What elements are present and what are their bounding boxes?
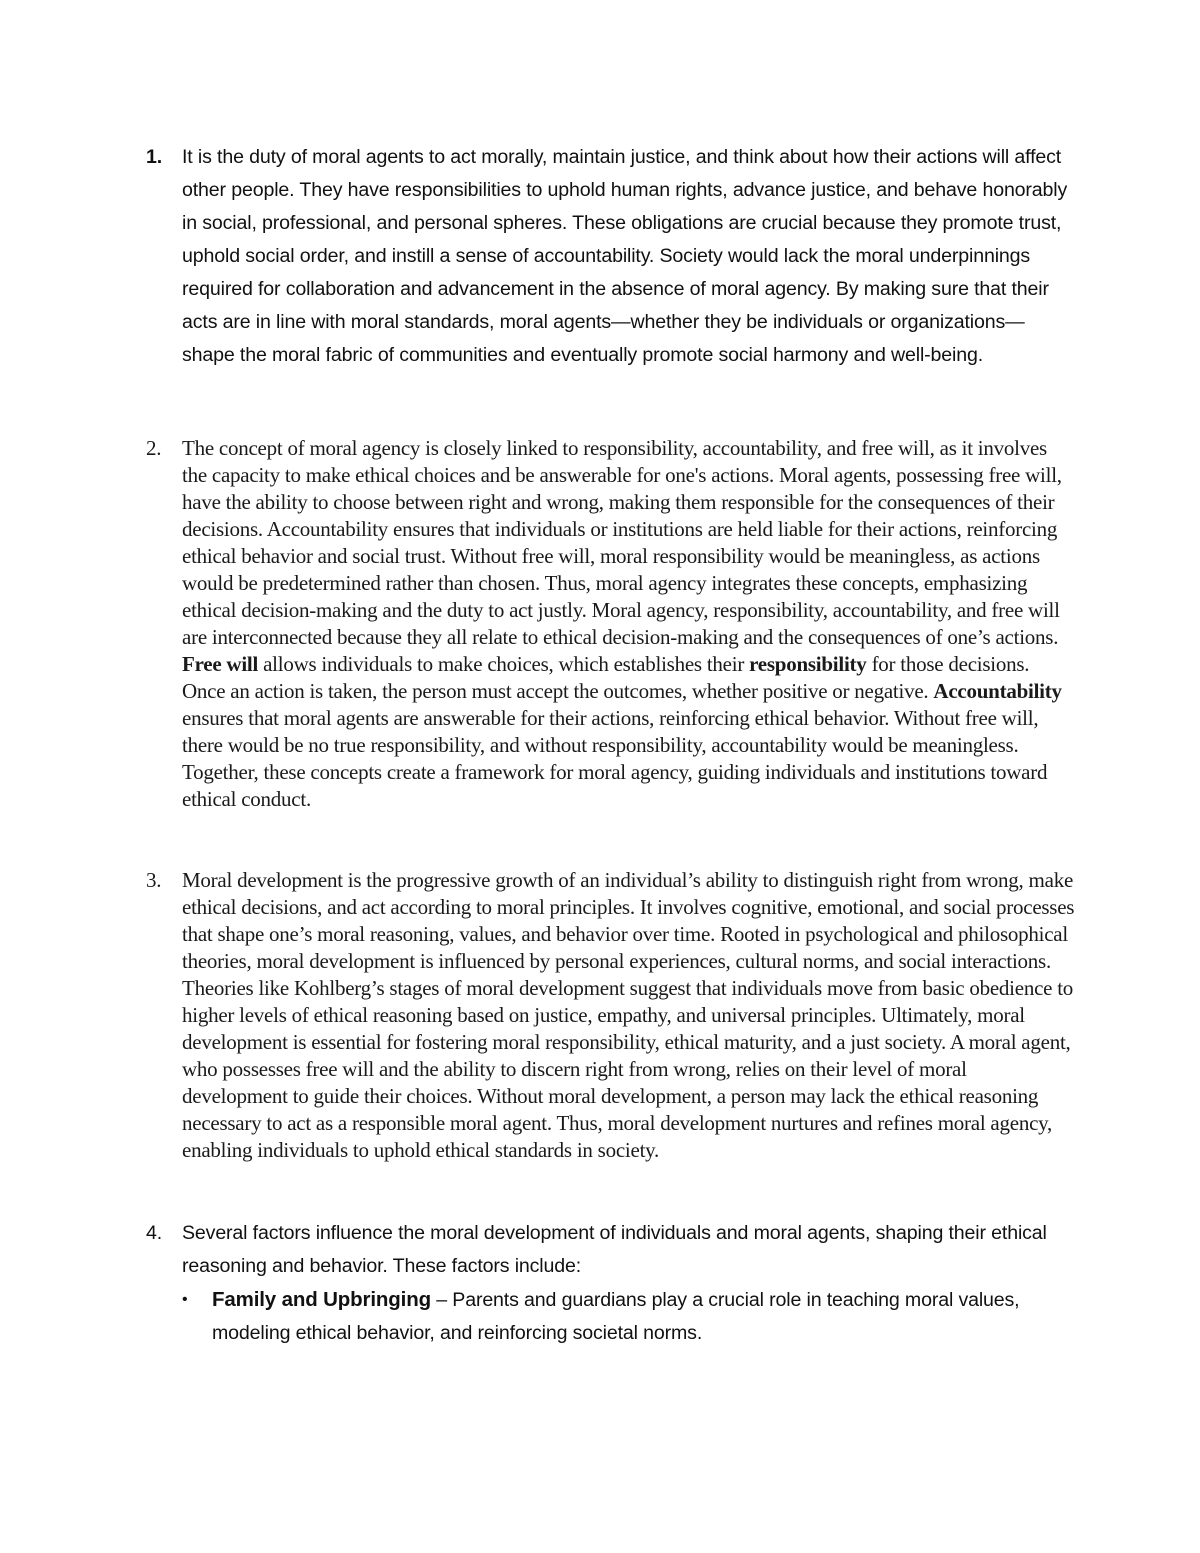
text-segment: for those decisions. Once an action is taken, the person must accept the outcomes, whether positive or negative. [182, 652, 1030, 703]
bullet-icon: • [182, 1291, 188, 1308]
bold-term-accountability: Accountability [933, 679, 1062, 703]
list-item-text: It is the duty of moral agents to act morally, maintain justice, and think about how their actions will affect other people. They have responsibilities to uphold human rights, advance justice, and behave honorably in social, professional, and personal spheres. These obligations are crucial because they promote trust, uphold social order, and instill a sense of accountability. Society would lack the moral underpinnings required for collaboration and advancement in the absence of moral agency. By making sure that their acts are in line with moral standards, moral agents—whether they be individuals or organizations—shape the moral fabric of communities and eventually promote social harmony and well-being. [182, 146, 1068, 366]
bullet-item-family [182, 1283, 1076, 1350]
list-item-1 [146, 141, 1076, 372]
list-item-text [182, 1217, 1076, 1350]
list-number: 1. [146, 146, 163, 168]
list-item-4 [146, 1217, 1076, 1350]
list-number: 2. [146, 436, 162, 460]
list-item-intro: Several factors influence the moral development of individuals and moral agents, shaping their ethical reasoning and behavior. These factors include: [182, 1222, 1047, 1277]
bold-term-free-will: Free will [182, 652, 259, 676]
list-number: 3. [146, 868, 162, 892]
list-number: 4. [146, 1222, 163, 1244]
bullet-text: – Parents and guardians play a crucial role in teaching moral values, modeling ethical behavior, and reinforcing societal norms. [212, 1289, 1020, 1344]
text-segment: The concept of moral agency is closely linked to responsibility, accountability, and free will, as it involves the capacity to make ethical choices and be answerable for one's actions. Moral agents, possessing free will, have the ability to choose between right and wrong, making them responsible for the consequences of their decisions. Accountability ensures that individuals or institutions are held liable for their actions, reinforcing ethical behavior and social trust. Without free will, moral responsibility would be meaningless, as actions would be predetermined rather than chosen. Thus, moral agency integrates these concepts, emphasizing ethical decision-making and the duty to act justly. Moral agency, responsibility, accountability, and free will are interconnected because they all relate to ethical decision-making and the consequences of one’s actions. [182, 436, 1062, 649]
list-item-2 [146, 435, 1076, 813]
text-segment: allows individuals to make choices, which establishes their [258, 652, 750, 676]
text-segment: ensures that moral agents are answerable for their actions, reinforcing ethical behavior. Without free will, there would be no true responsibility, and without responsibility, accountability would be meaningless. Together, these concepts create a framework for moral agency, guiding individuals and institutions toward ethical conduct. [182, 706, 1048, 811]
list-item-text: Moral development is the progressive growth of an individual’s ability to distinguish right from wrong, make ethical decisions, and act according to moral principles. It involves cognitive, emotional, and social processes that shape one’s moral reasoning, values, and behavior over time. Rooted in psychological and philosophical theories, moral development is influenced by personal experiences, cultural norms, and social interactions. Theories like Kohlberg’s stages of moral development suggest that individuals move from basic obedience to higher levels of ethical reasoning based on justice, empathy, and universal principles. Ultimately, moral development is essential for fostering moral responsibility, ethical maturity, and a just society. A moral agent, who possesses free will and the ability to discern right from wrong, relies on their level of moral development to guide their choices. Without moral development, a person may lack the ethical reasoning necessary to act as a responsible moral agent. Thus, moral development nurtures and refines moral agency, enabling individuals to uphold ethical standards in society. [182, 868, 1075, 1162]
bold-term-responsibility: responsibility [749, 652, 867, 676]
bullet-term: Family and Upbringing [212, 1288, 431, 1311]
list-item-text [182, 435, 1076, 813]
list-item-3 [146, 867, 1076, 1164]
